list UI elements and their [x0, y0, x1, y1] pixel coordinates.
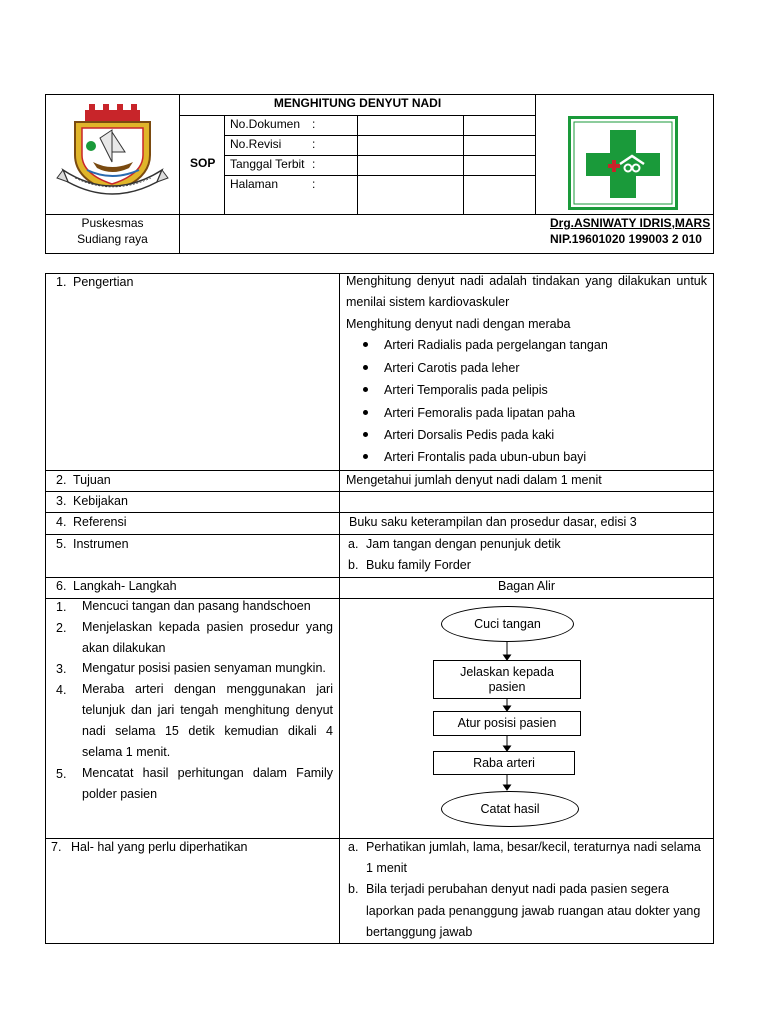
- bullet-item: Arteri Femoralis pada lipatan paha: [384, 406, 576, 420]
- row-number: 6.: [56, 579, 67, 593]
- field-colon: :: [312, 157, 316, 171]
- puskesmas-logo-icon: [568, 116, 678, 210]
- flow-box: Jelaskan kepada pasien: [433, 660, 581, 699]
- step-number: 3.: [56, 662, 67, 676]
- document-title: MENGHITUNG DENYUT NADI: [273, 96, 442, 110]
- bullet-dot: [363, 387, 368, 392]
- perhatian-mark: a.: [348, 840, 359, 854]
- bullet-item: Arteri Frontalis pada ubun-ubun bayi: [384, 450, 587, 464]
- row-label-perhatian: Hal- hal yang perlu diperhatikan: [71, 840, 248, 854]
- org-name-line2: Sudiang raya: [77, 232, 148, 246]
- perhatian-mark: b.: [348, 882, 359, 896]
- perhatian-item-line: bertanggung jawab: [366, 925, 473, 939]
- signer-nip: NIP.19601020 199003 2 010: [550, 232, 702, 246]
- bagan-alir-heading: Bagan Alir: [498, 579, 555, 593]
- field-no-revisi: No.Revisi: [230, 137, 282, 151]
- row-number: 7.: [51, 840, 62, 854]
- row-label-kebijakan: Kebijakan: [73, 494, 128, 508]
- pengertian-definition: Menghitung denyut nadi adalah tindakan yang dilakukan untuk menilai sistem kardiovaskuler: [346, 274, 707, 309]
- bullet-dot: [363, 365, 368, 370]
- step-text: Mengatur posisi pasien senyaman mungkin.: [82, 661, 326, 675]
- instrumen-item: Buku family Forder: [366, 558, 471, 572]
- row-label-instrumen: Instrumen: [73, 537, 129, 551]
- referensi-value: Buku saku keterampilan dan prosedur dasar, edisi 3: [349, 515, 637, 529]
- signer-name: Drg.ASNIWATY IDRIS,MARS: [550, 216, 711, 230]
- field-halaman: Halaman: [230, 177, 279, 191]
- bullet-dot: [363, 342, 368, 347]
- row-label-pengertian: Pengertian: [73, 275, 134, 289]
- row-number: 5.: [56, 537, 67, 551]
- field-colon: :: [312, 117, 316, 131]
- step-text: Mencatat hasil perhitungan dalam Family polder pasien: [82, 766, 333, 801]
- flow-box: Atur posisi pasien: [433, 711, 581, 736]
- field-no-dokumen: No.Dokumen: [230, 117, 301, 131]
- step-text: Menjelaskan kepada pasien prosedur yang akan dilakukan: [82, 620, 333, 655]
- bullet-dot: [363, 432, 368, 437]
- bullet-item: Arteri Temporalis pada pelipis: [384, 383, 548, 397]
- flow-start-oval: Cuci tangan: [441, 606, 574, 642]
- step-number: 1.: [56, 600, 67, 614]
- perhatian-item-line: 1 menit: [366, 861, 407, 875]
- tujuan-value: Mengetahui jumlah denyut nadi dalam 1 menit: [346, 473, 602, 487]
- step-number: 4.: [56, 683, 67, 697]
- instrumen-item: Jam tangan dengan penunjuk detik: [366, 537, 561, 551]
- row-label-langkah: Langkah- Langkah: [73, 579, 177, 593]
- step-text: Mencuci tangan dan pasang handschoen: [82, 599, 311, 613]
- instrumen-mark: b.: [348, 558, 359, 572]
- step-number: 5.: [56, 767, 67, 781]
- flow-arrows: [495, 640, 519, 795]
- bullet-dot: [363, 410, 368, 415]
- flow-end-oval: Catat hasil: [441, 791, 579, 827]
- row-number: 4.: [56, 515, 67, 529]
- bullet-dot: [363, 454, 368, 459]
- row-number: 1.: [56, 275, 67, 289]
- perhatian-item-line: laporkan pada penanggung jawab ruangan atau dokter yang: [366, 904, 701, 918]
- bullet-item: Arteri Carotis pada leher: [384, 361, 520, 375]
- instrumen-mark: a.: [348, 537, 359, 551]
- row-label-referensi: Referensi: [73, 515, 127, 529]
- regional-emblem-icon: [55, 100, 170, 200]
- step-text: Meraba arteri dengan menggunakan jari telunjuk dan jari tengah menghitung denyut nadi selama 15 detik kemudian dikali 4 selama 1 menit.: [82, 682, 333, 759]
- bullet-item: Arteri Radialis pada pergelangan tangan: [384, 338, 608, 352]
- sop-label: SOP: [190, 156, 216, 170]
- row-number: 3.: [56, 494, 67, 508]
- perhatian-item-line: Perhatikan jumlah, lama, besar/kecil, teraturnya nadi selama: [366, 840, 701, 854]
- field-colon: :: [312, 137, 316, 151]
- flow-box: Raba arteri: [433, 751, 575, 775]
- org-name-line1: Puskesmas: [81, 216, 144, 230]
- pengertian-intro: Menghitung denyut nadi dengan meraba: [346, 317, 571, 331]
- step-number: 2.: [56, 621, 67, 635]
- field-tanggal-terbit: Tanggal Terbit: [230, 157, 305, 171]
- perhatian-item-line: Bila terjadi perubahan denyut nadi pada pasien segera: [366, 882, 670, 896]
- field-colon: :: [312, 177, 316, 191]
- row-label-tujuan: Tujuan: [73, 473, 111, 487]
- bullet-item: Arteri Dorsalis Pedis pada kaki: [384, 428, 555, 442]
- row-number: 2.: [56, 473, 67, 487]
